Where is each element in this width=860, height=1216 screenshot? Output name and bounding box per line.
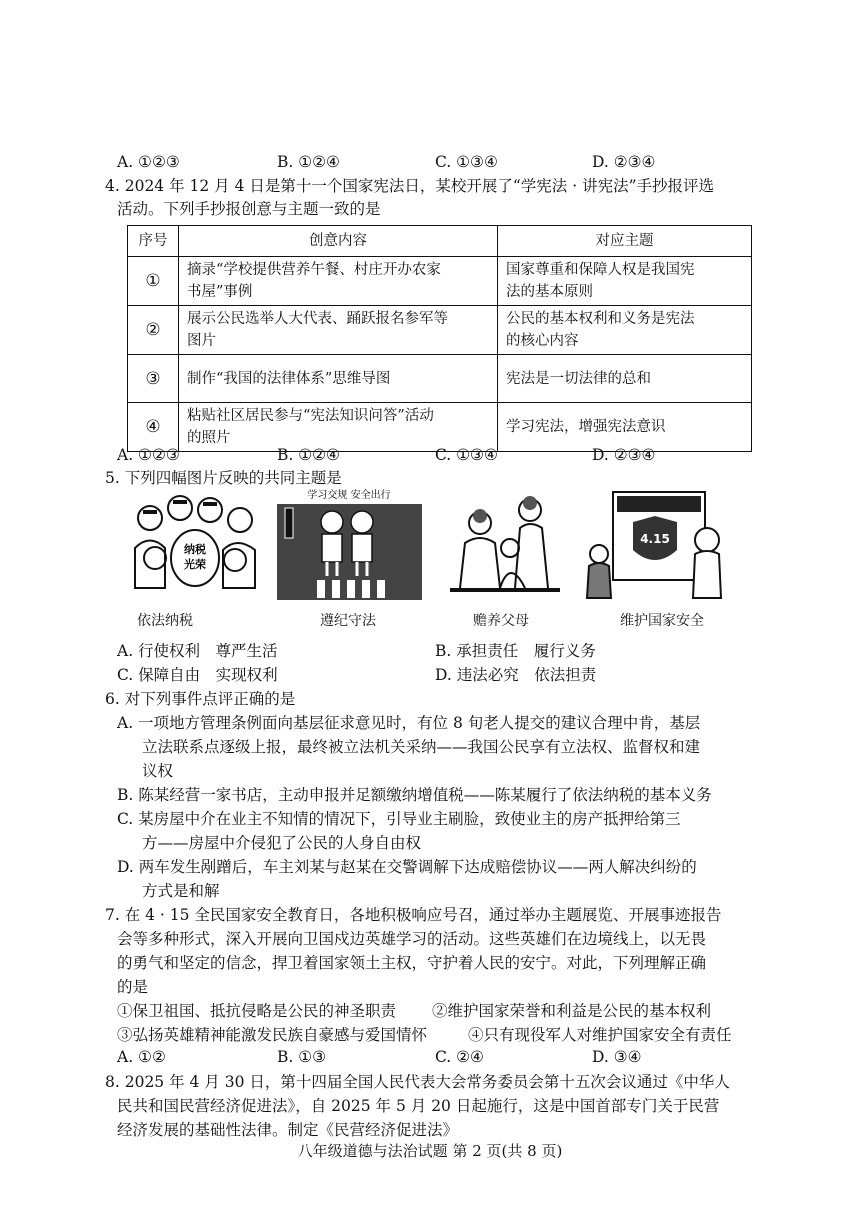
- svg-text:4.15: 4.15: [640, 532, 670, 546]
- q4-table-header: [128, 226, 752, 257]
- table-row: [128, 355, 752, 403]
- q3-option-c: C. ①③④: [435, 153, 498, 171]
- q3-option-a: A. ①②③: [117, 153, 180, 171]
- q3-option-d: D. ②③④: [592, 153, 656, 171]
- q7-stem-line3: 的勇气和坚定的信念，捍卫着国家领土主权，守护着人民的安宁。对此，下列理解正确: [117, 954, 707, 972]
- row-theme-line2: 的核心内容: [506, 333, 579, 349]
- row-theme: [498, 306, 752, 355]
- row-content-line1: 展示公民选举人大代表、踊跃报名参军等: [187, 311, 448, 327]
- q7-statement-4: ④只有现役军人对维护国家安全有责任: [468, 1026, 732, 1044]
- row-content-line2: 图片: [187, 333, 216, 349]
- q7-stem-line4: 的是: [117, 978, 149, 996]
- q4-table: [127, 225, 752, 452]
- row-content-line2: 的照片: [187, 430, 231, 446]
- q8-stem-line3: 经济发展的基础性法律。制定《民营经济促进法》: [117, 1121, 459, 1139]
- row-content: [179, 403, 498, 452]
- svg-text:光荣: 光荣: [184, 558, 206, 571]
- row-index: ④: [128, 403, 179, 452]
- q7-stem-line2: 会等多种形式，深入开展向卫国戍边英雄学习的活动。这些英雄们在边境线上，以无畏: [117, 930, 707, 948]
- q6-option-d-line2: 方式是和解: [142, 882, 220, 900]
- q4-header-index: 序号: [128, 226, 179, 257]
- caption-tax: 依法纳税: [137, 613, 193, 629]
- row-theme-line1: 公民的基本权利和义务是宪法: [506, 311, 695, 327]
- q4-options: [117, 446, 757, 466]
- q6-option-c-line1: C. 某房屋中介在业主不知情的情况下，引导业主刷脸，致使业主的房产抵押给第三: [117, 810, 681, 828]
- caption-parents: 赡养父母: [473, 613, 529, 629]
- svg-text:纳税: 纳税: [184, 543, 206, 556]
- q3-option-b: B. ①②④: [277, 153, 340, 171]
- security-illustration: [585, 488, 730, 600]
- q5-option-c: C. 保障自由 实现权利: [117, 666, 278, 684]
- q5-option-a: A. 行使权利 尊严生活: [117, 642, 278, 660]
- security-poster-icon: [585, 488, 730, 600]
- q6-stem: 6. 对下列事件点评正确的是: [105, 690, 296, 708]
- traffic-illustration: [277, 488, 422, 600]
- family-care-icon: [430, 488, 575, 600]
- q7-option-c: C. ②④: [435, 1048, 484, 1066]
- row-theme-line1: 国家尊重和保障人权是我国宪: [506, 262, 695, 278]
- q7-stem-line1: 7. 在 4 · 15 全民国家安全教育日，各地积极响应号召，通过举办主题展览、开展事迹报告: [105, 906, 722, 924]
- table-row: [128, 257, 752, 306]
- page-footer: 八年级道德与法治试题 第 2 页(共 8 页): [297, 1142, 563, 1160]
- tax-illustration: [125, 488, 270, 600]
- table-row: [128, 306, 752, 355]
- q4-header-content: 创意内容: [179, 226, 498, 257]
- traffic-children-icon: [277, 488, 422, 600]
- tax-people-icon: [125, 488, 270, 600]
- row-content: 制作“我国的法律体系”思维导图: [179, 355, 498, 403]
- q7-statement-3: ③弘扬英雄精神能激发民族自豪感与爱国情怀: [117, 1026, 428, 1044]
- q7-option-d: D. ③④: [592, 1048, 642, 1066]
- q7-statement-2: ②维护国家荣誉和利益是公民的基本权利: [432, 1002, 712, 1020]
- row-index: ③: [128, 355, 179, 403]
- q7-option-a: A. ①②: [117, 1048, 166, 1066]
- q7-statement-1: ①保卫祖国、抵抗侵略是公民的神圣职责: [117, 1002, 397, 1020]
- q5-pictures: [125, 488, 765, 633]
- row-theme: 宪法是一切法律的总和: [498, 355, 752, 403]
- row-index: ②: [128, 306, 179, 355]
- row-content-line2: 书屋”事例: [187, 284, 253, 300]
- q4-header-theme: 对应主题: [498, 226, 752, 257]
- svg-text:学习交规 安全出行: 学习交规 安全出行: [307, 490, 391, 501]
- q6-option-a-line1: A. 一项地方管理条例面向基层征求意见时，有位 8 旬老人提交的建议合理中肯，基层: [117, 714, 701, 732]
- q4-option-a: A. ①②③: [117, 446, 180, 464]
- q6-option-c-line2: 方——房屋中介侵犯了公民的人身自由权: [142, 834, 422, 852]
- row-content-line1: 粘贴社区居民参与“宪法知识问答”活动: [187, 408, 434, 424]
- row-theme-line2: 法的基本原则: [506, 284, 593, 300]
- q4-option-c: C. ①③④: [435, 446, 498, 464]
- q4-stem-line2: 活动。下列手抄报创意与主题一致的是: [117, 200, 381, 218]
- q6-option-b: B. 陈某经营一家书店，主动申报并足额缴纳增值税——陈某履行了依法纳税的基本义务: [117, 786, 712, 804]
- q5-option-d: D. 违法必究 依法担责: [435, 666, 597, 684]
- row-content-line1: 摘录“学校提供营养午餐、村庄开办农家: [187, 262, 441, 278]
- q3-options: [117, 153, 757, 173]
- q6-option-a-line2: 立法联系点逐级上报，最终被立法机关采纳——我国公民享有立法权、监督权和建: [142, 738, 701, 756]
- q7-options: [117, 1048, 757, 1068]
- row-content: [179, 306, 498, 355]
- caption-security: 维护国家安全: [620, 613, 704, 629]
- row-theme: 学习宪法，增强宪法意识: [498, 403, 752, 452]
- parents-illustration: [430, 488, 575, 600]
- q8-stem-line1: 8. 2025 年 4 月 30 日，第十四届全国人民代表大会常务委员会第十五次会议通过《中华人: [105, 1073, 730, 1091]
- q6-option-a-line3: 议权: [142, 762, 174, 780]
- q4-stem-line1: 4. 2024 年 12 月 4 日是第十一个国家宪法日，某校开展了“学宪法 · 讲宪法”手抄报评选: [105, 177, 715, 195]
- q8-stem-line2: 民共和国民营经济促进法》，自 2025 年 5 月 20 日起施行，这是中国首部专门关于民营: [117, 1097, 720, 1115]
- q5-option-b: B. 承担责任 履行义务: [435, 642, 596, 660]
- q5-stem: 5. 下列四幅图片反映的共同主题是: [105, 469, 342, 487]
- row-theme: [498, 257, 752, 306]
- caption-law: 遵纪守法: [320, 613, 376, 629]
- q4-option-d: D. ②③④: [592, 446, 656, 464]
- q7-option-b: B. ①③: [277, 1048, 327, 1066]
- row-content: [179, 257, 498, 306]
- row-index: ①: [128, 257, 179, 306]
- table-row: [128, 403, 752, 452]
- q6-option-d-line1: D. 两车发生剐蹭后，车主刘某与赵某在交警调解下达成赔偿协议——两人解决纠纷的: [117, 858, 697, 876]
- q4-option-b: B. ①②④: [277, 446, 340, 464]
